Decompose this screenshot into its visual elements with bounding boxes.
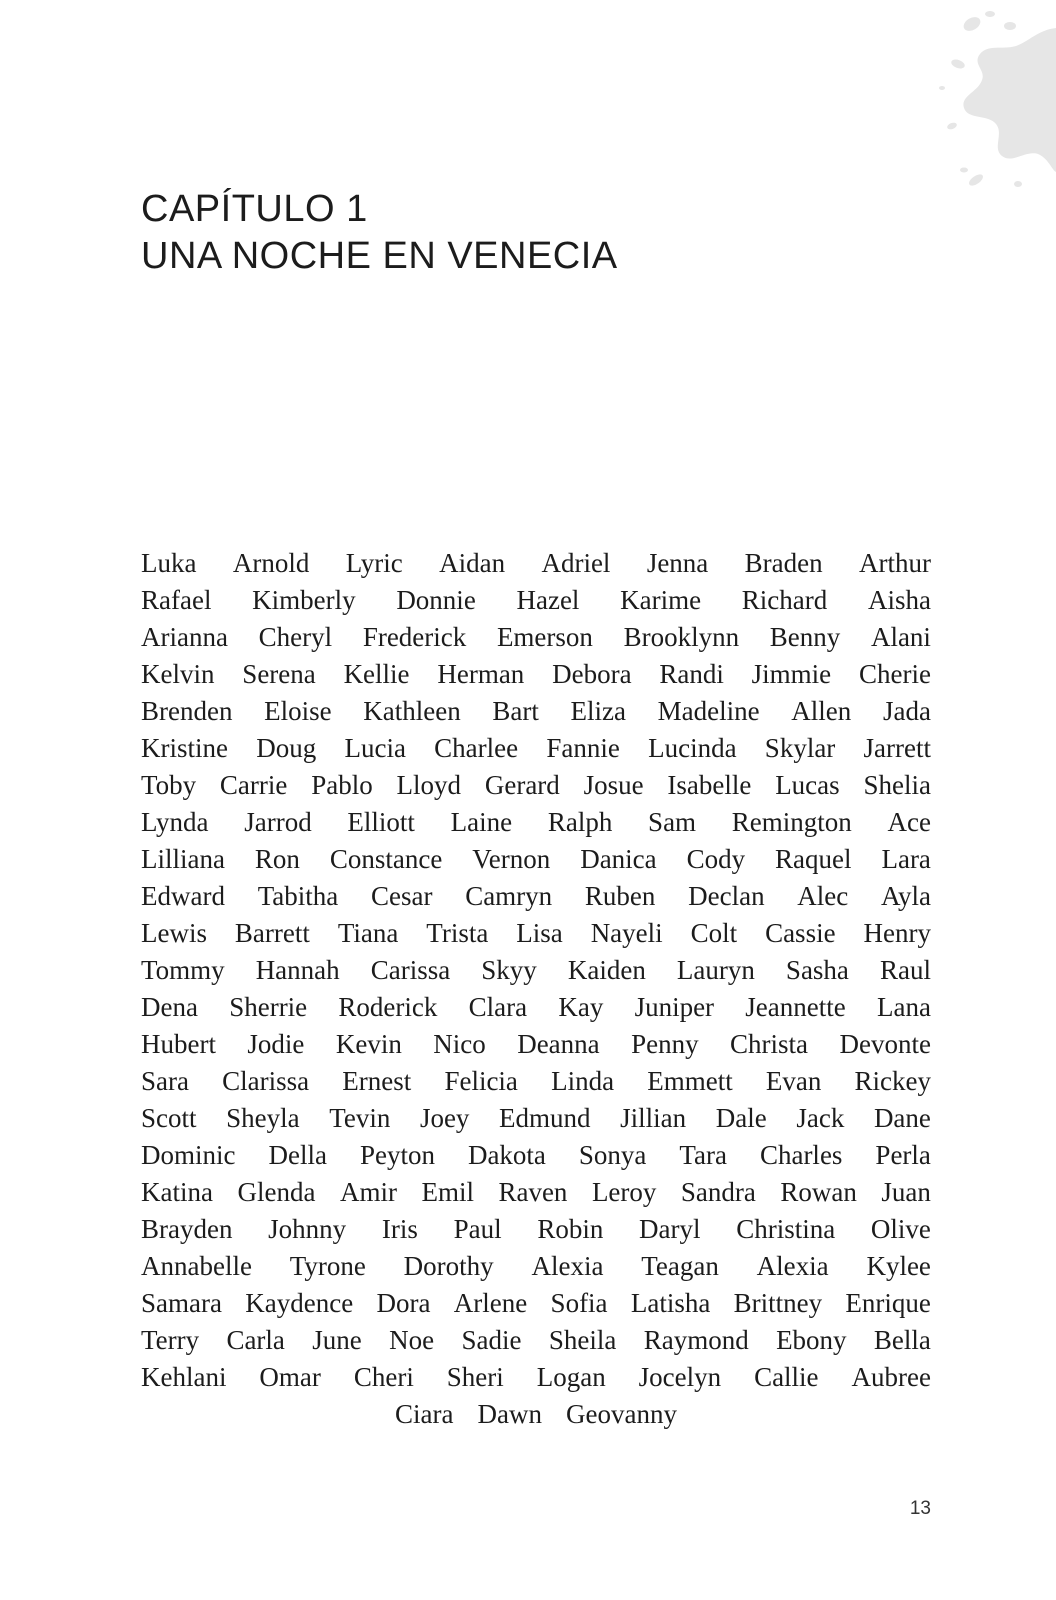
word: Brayden <box>141 1214 233 1244</box>
word: Aubree <box>851 1362 931 1392</box>
word: Camryn <box>465 881 553 911</box>
word: Hubert <box>141 1029 216 1059</box>
word: Lucinda <box>648 733 737 763</box>
word: Sandra <box>680 1177 756 1207</box>
word: Cesar <box>370 881 433 911</box>
word: Lewis <box>141 918 207 948</box>
word: Raven <box>498 1177 568 1207</box>
text-line <box>141 582 931 619</box>
word: Kaydence <box>245 1288 354 1318</box>
word: Rickey <box>854 1066 931 1096</box>
word: Lynda <box>141 807 209 837</box>
word: Skylar <box>764 733 836 763</box>
text-line <box>141 1100 931 1137</box>
word: Barrett <box>234 918 310 948</box>
word: Ruben <box>584 881 656 911</box>
word: Adriel <box>541 548 611 578</box>
word: Sonya <box>578 1140 647 1170</box>
word: Noe <box>389 1325 435 1355</box>
word: Bart <box>492 696 539 726</box>
word: Johnny <box>268 1214 347 1244</box>
word: Ralph <box>547 807 613 837</box>
word: Robin <box>537 1214 604 1244</box>
word: Laine <box>450 807 513 837</box>
word: Dawn <box>477 1399 542 1429</box>
word: Toby <box>141 770 197 800</box>
word: Juan <box>881 1177 931 1207</box>
word: Sheri <box>446 1362 504 1392</box>
word: Jillian <box>620 1103 687 1133</box>
word: Alec <box>797 881 849 911</box>
word: Felicia <box>444 1066 518 1096</box>
word: June <box>312 1325 362 1355</box>
word: Doug <box>256 733 317 763</box>
text-line <box>141 1137 931 1174</box>
word: Cheri <box>353 1362 414 1392</box>
word: Rafael <box>141 585 212 615</box>
text-line <box>141 730 931 767</box>
text-line <box>141 767 931 804</box>
word: Brenden <box>141 696 233 726</box>
word: Raymond <box>643 1325 749 1355</box>
word: Kehlani <box>141 1362 227 1392</box>
word: Trista <box>426 918 489 948</box>
word: Lucia <box>344 733 406 763</box>
word: Lucas <box>775 770 840 800</box>
word: Carissa <box>370 955 451 985</box>
word: Arianna <box>141 622 228 652</box>
text-line <box>141 989 931 1026</box>
word: Lauryn <box>676 955 755 985</box>
word: Arnold <box>232 548 310 578</box>
word: Randi <box>659 659 724 689</box>
word: Daryl <box>639 1214 701 1244</box>
word: Della <box>268 1140 327 1170</box>
word: Enrique <box>845 1288 931 1318</box>
word: Sadie <box>461 1325 522 1355</box>
word: Braden <box>744 548 823 578</box>
word: Herman <box>437 659 525 689</box>
word: Alani <box>870 622 931 652</box>
word: Charles <box>759 1140 843 1170</box>
word: Peyton <box>359 1140 435 1170</box>
word: Cassie <box>765 918 836 948</box>
word: Frederick <box>362 622 467 652</box>
word: Ebony <box>776 1325 847 1355</box>
word: Arlene <box>453 1288 528 1318</box>
word: Terry <box>141 1325 200 1355</box>
word: Callie <box>754 1362 819 1392</box>
word: Ace <box>887 807 931 837</box>
word: Penny <box>631 1029 699 1059</box>
word: Juniper <box>634 992 715 1022</box>
word: Brooklynn <box>623 622 740 652</box>
text-line <box>141 656 931 693</box>
word: Amir <box>339 1177 397 1207</box>
word: Danica <box>580 844 657 874</box>
word: Jarrett <box>863 733 931 763</box>
word: Declan <box>688 881 765 911</box>
word: Samara <box>141 1288 222 1318</box>
text-line <box>141 1285 931 1322</box>
word: Edward <box>141 881 225 911</box>
word: Josue <box>583 770 644 800</box>
word: Remington <box>731 807 852 837</box>
text-line <box>141 1026 931 1063</box>
word: Lyric <box>345 548 403 578</box>
word: Latisha <box>630 1288 711 1318</box>
word: Shelia <box>863 770 931 800</box>
word: Jimmie <box>751 659 832 689</box>
word: Lara <box>881 844 931 874</box>
word: Vernon <box>472 844 551 874</box>
word: Bella <box>873 1325 931 1355</box>
page-number: 13 <box>909 1498 931 1519</box>
word: Tiana <box>337 918 399 948</box>
word: Brittney <box>733 1288 823 1318</box>
word: Kimberly <box>252 585 356 615</box>
text-line <box>141 1248 931 1285</box>
text-line <box>141 619 931 656</box>
word: Cherie <box>858 659 931 689</box>
word: Kristine <box>141 733 228 763</box>
word: Kellie <box>343 659 410 689</box>
word: Debora <box>552 659 632 689</box>
word: Jodie <box>247 1029 305 1059</box>
text-line <box>141 878 931 915</box>
word: Christa <box>730 1029 809 1059</box>
word: Roderick <box>338 992 438 1022</box>
word: Nico <box>433 1029 486 1059</box>
word: Christina <box>736 1214 836 1244</box>
word: Jack <box>796 1103 845 1133</box>
text-line <box>141 693 931 730</box>
word: Tyrone <box>289 1251 366 1281</box>
word: Sheila <box>548 1325 617 1355</box>
word: Gerard <box>484 770 560 800</box>
word: Elliott <box>347 807 415 837</box>
text-line <box>141 952 931 989</box>
chapter-number: CAPÍTULO 1 <box>141 188 368 230</box>
text-line <box>141 1211 931 1248</box>
word: Aisha <box>867 585 931 615</box>
word: Devonte <box>839 1029 931 1059</box>
body-text <box>141 545 931 1433</box>
word: Lilliana <box>141 844 225 874</box>
chapter-heading <box>141 186 941 280</box>
word: Katina <box>141 1177 213 1207</box>
word: Sheyla <box>226 1103 300 1133</box>
word: Joey <box>419 1103 470 1133</box>
word: Alexia <box>531 1251 604 1281</box>
word: Evan <box>765 1066 822 1096</box>
word: Kylee <box>866 1251 931 1281</box>
word: Cheryl <box>258 622 333 652</box>
word: Tevin <box>329 1103 391 1133</box>
chapter-title: UNA NOCHE EN VENECIA <box>141 235 618 277</box>
word: Lisa <box>516 918 563 948</box>
word: Emil <box>421 1177 474 1207</box>
text-line <box>141 1063 931 1100</box>
word: Ciara <box>395 1399 454 1429</box>
text-line <box>141 804 931 841</box>
text-line <box>141 841 931 878</box>
text-line <box>141 915 931 952</box>
word: Edmund <box>499 1103 591 1133</box>
word: Sam <box>648 807 697 837</box>
word: Dale <box>715 1103 767 1133</box>
text-line <box>141 1174 931 1211</box>
text-line <box>141 1396 931 1433</box>
word: Leroy <box>591 1177 657 1207</box>
word: Deanna <box>517 1029 600 1059</box>
word: Karime <box>620 585 702 615</box>
word: Carrie <box>219 770 288 800</box>
word: Omar <box>259 1362 321 1392</box>
word: Geovanny <box>566 1399 677 1429</box>
word: Dena <box>141 992 198 1022</box>
word: Clara <box>468 992 528 1022</box>
word: Richard <box>741 585 828 615</box>
word: Ron <box>254 844 300 874</box>
word: Dora <box>376 1288 431 1318</box>
word: Clarissa <box>222 1066 310 1096</box>
word: Kevin <box>335 1029 402 1059</box>
word: Isabelle <box>667 770 752 800</box>
word: Eloise <box>264 696 332 726</box>
word: Scott <box>141 1103 197 1133</box>
word: Jarrod <box>244 807 312 837</box>
word: Glenda <box>237 1177 316 1207</box>
word: Iris <box>381 1214 418 1244</box>
word: Teagan <box>641 1251 719 1281</box>
text-line <box>141 1359 931 1396</box>
word: Olive <box>870 1214 931 1244</box>
word: Charlee <box>434 733 519 763</box>
word: Colt <box>690 918 738 948</box>
word: Henry <box>863 918 931 948</box>
word: Annabelle <box>141 1251 252 1281</box>
word: Emerson <box>496 622 593 652</box>
word: Lloyd <box>396 770 462 800</box>
word: Allen <box>791 696 852 726</box>
word: Tara <box>679 1140 727 1170</box>
word: Jocelyn <box>638 1362 722 1392</box>
word: Raul <box>879 955 931 985</box>
word: Lana <box>876 992 931 1022</box>
word: Eliza <box>570 696 627 726</box>
word: Sherrie <box>229 992 308 1022</box>
word: Perla <box>875 1140 931 1170</box>
word: Raquel <box>775 844 852 874</box>
word: Rowan <box>780 1177 857 1207</box>
ink-splash-decoration <box>906 0 1056 200</box>
text-line <box>141 545 931 582</box>
word: Cody <box>686 844 746 874</box>
word: Ernest <box>342 1066 412 1096</box>
word: Kaiden <box>567 955 646 985</box>
word: Tommy <box>141 955 225 985</box>
word: Sasha <box>785 955 849 985</box>
word: Serena <box>242 659 316 689</box>
word: Nayeli <box>590 918 663 948</box>
word: Hazel <box>516 585 580 615</box>
word: Benny <box>769 622 841 652</box>
word: Alexia <box>756 1251 829 1281</box>
word: Kay <box>558 992 604 1022</box>
word: Kathleen <box>363 696 461 726</box>
word: Arthur <box>859 548 931 578</box>
word: Carla <box>226 1325 285 1355</box>
word: Paul <box>453 1214 502 1244</box>
word: Donnie <box>396 585 476 615</box>
word: Emmett <box>647 1066 733 1096</box>
word: Hannah <box>255 955 340 985</box>
word: Madeline <box>657 696 760 726</box>
word: Jeannette <box>745 992 846 1022</box>
word: Logan <box>536 1362 606 1392</box>
word: Dorothy <box>403 1251 494 1281</box>
word: Dominic <box>141 1140 236 1170</box>
text-line <box>141 1322 931 1359</box>
word: Dane <box>873 1103 931 1133</box>
word: Dakota <box>467 1140 546 1170</box>
word: Jenna <box>646 548 709 578</box>
word: Kelvin <box>141 659 215 689</box>
word: Skyy <box>481 955 537 985</box>
word: Jada <box>882 696 931 726</box>
word: Ayla <box>880 881 931 911</box>
word: Luka <box>141 548 197 578</box>
word: Linda <box>551 1066 615 1096</box>
word: Sofia <box>550 1288 608 1318</box>
word: Constance <box>329 844 443 874</box>
word: Tabitha <box>257 881 339 911</box>
word: Fannie <box>546 733 620 763</box>
word: Pablo <box>311 770 373 800</box>
word: Aidan <box>439 548 506 578</box>
word: Sara <box>141 1066 189 1096</box>
